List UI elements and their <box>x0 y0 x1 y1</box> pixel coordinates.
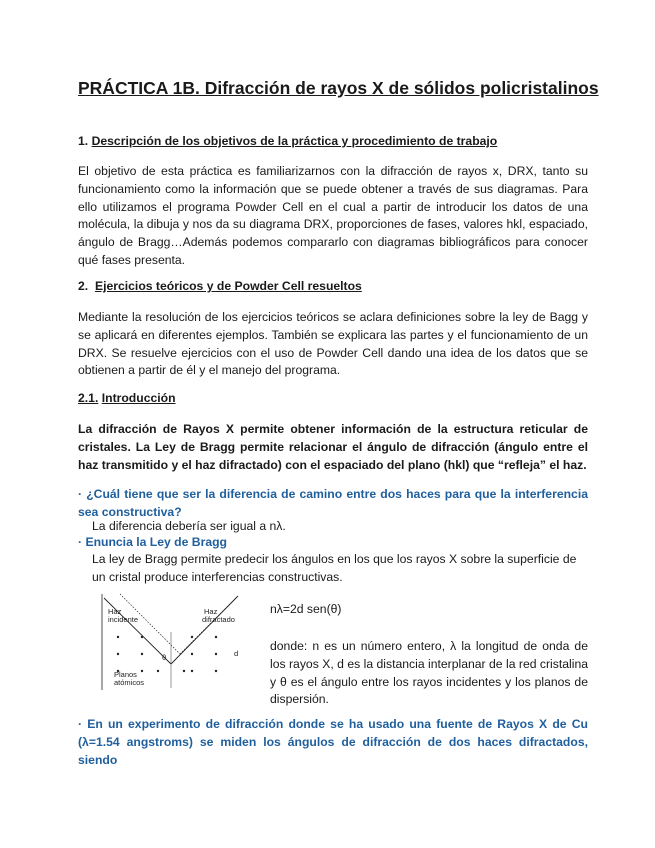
equation-explanation: donde: n es un número entero, λ la longitud de onda de los rayos X, d es la distancia interplanar de la red cristalina y θ es el ángulo entre los rayos incidentes y los planos de dispersión. <box>270 639 588 707</box>
section-2-heading <box>78 279 362 293</box>
label-incident-1: Haz <box>108 607 122 616</box>
page-title: PRÁCTICA 1B. Difracción de rayos X de sólidos policristalinos <box>78 78 599 98</box>
section-2-1-number: 2.1. <box>78 391 99 405</box>
label-planes-1: Planos <box>114 670 137 679</box>
section-2-paragraph: Mediante la resolución de los ejercicios teóricos se aclara definiciones sobre la ley de Bagg y se aplicará en diferentes ejemplos. También se explicara las partes y el funcionamiento de un DRX. Se resuelve ejercicios con el uso de Powder Cell dando una idea de los datos que se obtienen a partir de él y el manejo del programa. <box>78 310 588 378</box>
section-2-number: 2. <box>78 279 89 293</box>
section-1-title: Descripción de los objetivos de la práctica y procedimiento de trabajo <box>91 134 498 148</box>
label-planes-2: atómicos <box>114 678 145 687</box>
bragg-diagram <box>98 592 244 692</box>
introduction-paragraph: La difracción de Rayos X permite obtener información de la estructura reticular de cristales. La Ley de Bragg permite relacionar el ángulo de difracción (ángulo entre el haz transmitido y el haz difractado) con el espaciado del plano (hkl) que “refleja” el haz. <box>78 422 588 472</box>
section-2-1-heading <box>78 391 176 405</box>
section-2-1-title: Introducción <box>101 391 176 405</box>
question-bragg-law: · Enuncia la Ley de Bragg <box>78 535 227 549</box>
answer-path-difference: La diferencia debería ser igual a nλ. <box>92 519 286 533</box>
section-1-paragraph: El objetivo de esta práctica es familiarizarnos con la difracción de rayos x, DRX, tanto su funcionamiento como la información que se puede obtener a través de sus diagramas. Para ello utilizamos el programa Powder Cell en el cual a partir de introducir los datos de una molécula, la dibuja y nos da su diagrama DRX, proporciones de fases, valores hkl, espaciado, ángulo de Bragg…Además podemos compararlo con diagramas bibliográficos para conocer qué fases presenta. <box>78 164 588 267</box>
question-diffraction-experiment: · En un experimento de difracción donde se ha usado una fuente de Rayos X de Cu (λ=1.54 angstroms) se miden los ángulos de difracción de dos haces difractados, siendo <box>78 717 588 767</box>
label-incident-2: incidente <box>108 615 139 624</box>
label-diffracted-1: Haz <box>204 607 218 616</box>
label-diffracted-2: difractado <box>202 615 235 624</box>
section-1-number: 1. <box>78 134 89 148</box>
section-2-title: Ejercicios teóricos y de Powder Cell resueltos <box>94 279 362 293</box>
bragg-equation: nλ=2d sen(θ) <box>270 602 342 616</box>
section-1-heading <box>78 134 497 148</box>
question-path-difference: · ¿Cuál tiene que ser la diferencia de camino entre dos haces para que la interferencia sea constructiva? <box>78 487 588 519</box>
label-d: d <box>234 649 239 658</box>
answer-bragg-law: La ley de Bragg permite predecir los ángulos en los que los rayos X sobre la superficie de un cristal produce interferencias constructivas. <box>92 552 577 584</box>
label-theta: θ <box>162 653 167 662</box>
